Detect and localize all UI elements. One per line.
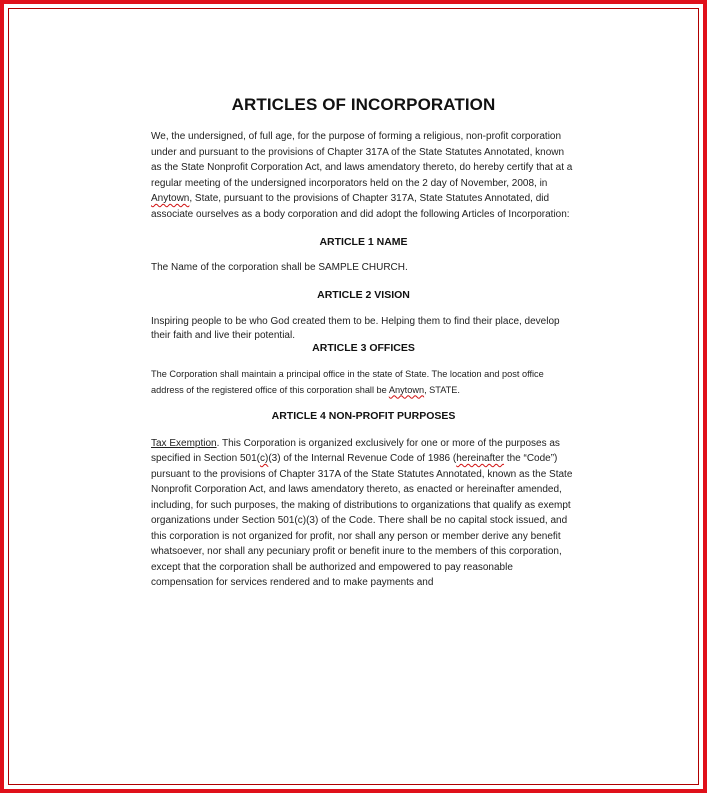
article-1-text: The Name of the corporation shall be SAMPLE CHURCH.: [151, 262, 408, 273]
article-3-text-2: , STATE.: [424, 384, 460, 395]
article-2-text: Inspiring people to be who God created them to be. Helping them to find their place, develop their faith and live their potential.: [151, 315, 560, 341]
article-3-place-misspelled: Anytown: [388, 384, 425, 395]
document-title: ARTICLES OF INCORPORATION: [231, 95, 496, 114]
article-3-heading: ARTICLE 3 OFFICES: [312, 341, 415, 354]
intro-text-2: , State, pursuant to the provisions of Chapter 317A, State Statutes Annotated, did associate ourselves as a body corporation and did adopt the following Articles of Incorporation:: [151, 193, 570, 220]
article-4-text-1: . This Corporation is organized exclusively for one or more of the purposes as specified in Section 501(: [151, 437, 560, 464]
article-1-heading: ARTICLE 1 NAME: [319, 236, 408, 248]
article-4-text-3: the “Code”) pursuant to the provisions of Chapter 317A of the State Statutes Annotated, known as the State Nonprofit Corporation Act, and laws amendatory thereto, as enacted or hereinafter amended, including, for such purposes, the making of distributions to organizations that qualify as exempt organizations under Section 501(c)(3) of the Code. There shall be no capital stock issued, and this corporation is not organized for profit, nor shall any person or member derive any benefit whatsoever, nor shall any pecuniary profit or benefit inure to the members of this corporation, except that the corporation shall be authorized and empowered to pay reasonable compensation for services rendered and to make payments and: [151, 453, 573, 588]
intro-text-1: We, the undersigned, of full age, for the purpose of forming a religious, non-profit corporation under and pursuant to the provisions of Chapter 317A of the State Statutes Annotated, known as the State Nonprofit Corporation Act, and laws amendatory thereto, do hereby certify that at a regular meeting of the undersigned incorporators held on the 2 day of November, 2008, in: [151, 131, 573, 189]
article-4-text-2: (3) of the Internal Revenue Code of 1986 (: [268, 453, 457, 464]
article-3-text: [151, 366, 576, 398]
article-4-heading: ARTICLE 4 NON-PROFIT PURPOSES: [271, 409, 456, 422]
intro-paragraph: [151, 129, 576, 222]
article-4-section-mark: c): [259, 453, 269, 464]
intro-place-misspelled: Anytown: [151, 193, 190, 204]
article-3-text-1: The Corporation shall maintain a principal office in the state of State. The location and post office address of the registered office of this corporation shall be: [151, 368, 544, 395]
article-4-text: [151, 436, 576, 591]
hereinafter-misspelled: hereinafter: [456, 453, 505, 464]
document-body: [151, 95, 576, 591]
article-2-heading: ARTICLE 2 VISION: [317, 288, 410, 301]
tax-exemption-label: Tax Exemption: [151, 437, 217, 449]
